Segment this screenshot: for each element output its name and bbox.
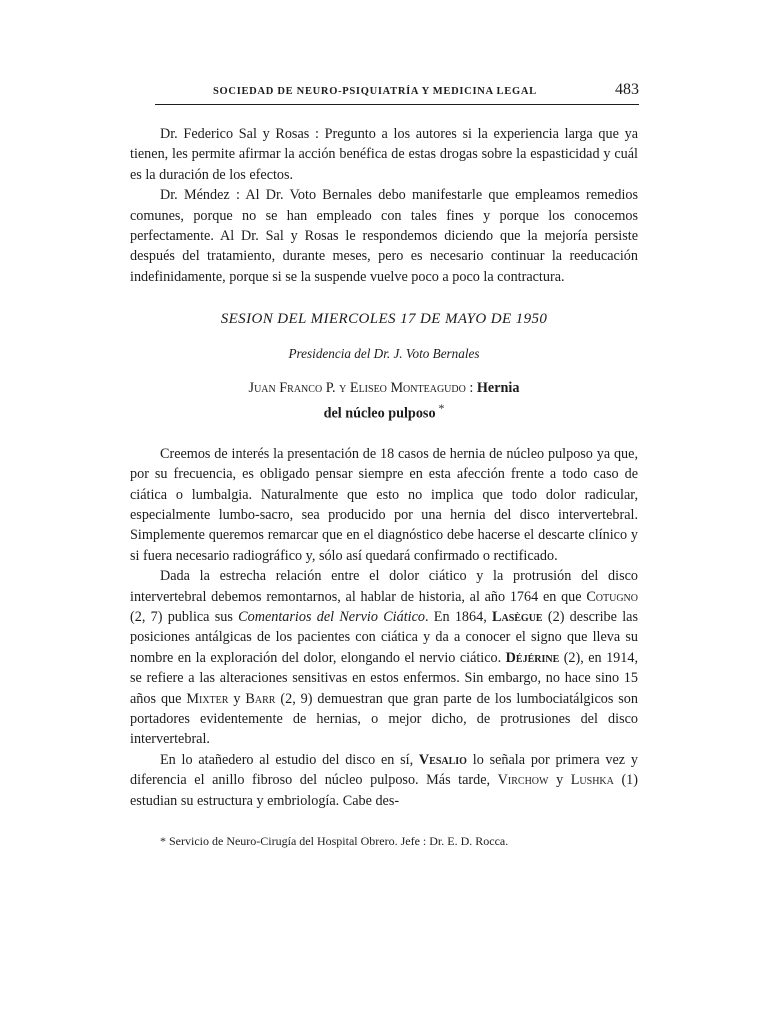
cited-author: Déjérine (505, 649, 560, 666)
cited-author: Cotugno (586, 588, 638, 605)
paragraph-text: Dada la estrecha relación entre el dolor ciático y la protrusión del disco intervertebral debemos remontarnos, al hablar de historia, al año 1764 en que (130, 568, 638, 605)
page-number: 483 (615, 81, 639, 98)
footnote-text: Servicio de Neuro-Cirugía del Hospital Obrero. Jefe : Dr. E. D. Rocca. (166, 834, 509, 848)
paragraph-text: En lo atañedero al estudio del disco en sí, (160, 751, 419, 768)
page-header (155, 80, 639, 104)
cited-author: Lasègue (492, 609, 543, 626)
article-paragraph (130, 566, 638, 750)
discussion-paragraph (130, 185, 638, 287)
paragraph-text: lo señala por primera vez y diferencia el anillo fibroso del núcleo pulposo. Más tarde, (130, 751, 638, 789)
paragraph-text: : Pregunto a los autores si la experiencia larga que ya tienen, les permite afirmar la acción benéfica de estas drogas sobre la espasticidad y cuál es la duración de los efectos. (130, 126, 638, 183)
footnote-marker: * (435, 401, 445, 416)
speaker-name: Dr. Federico Sal y Rosas (160, 126, 310, 142)
article-paragraph: Creemos de interés la presentación de 18 casos de hernia de núcleo pulposo ya que, por su frecuencia, es obligado pensar siempre en esta afección frente a todo caso de ciática o lumbalgia. Naturalmente que esto no implica que todo dolor radicular, especialmente lumbo-sacro, sea producido por una hernia del disco intervertebral. Simplemente queremos remarcar que en el diagnóstico debe hacerse el descarte clínico y si fuera necesario radiográfico y, sólo así quedará confirmado o rectificado. (130, 445, 638, 564)
running-head: SOCIEDAD DE NEURO-PSIQUIATRÍA Y MEDICINA LEGAL (213, 86, 537, 97)
speaker-name: Dr. Méndez (160, 187, 230, 204)
article-title-line1: Hernia (476, 380, 520, 397)
paragraph-text: (2), en 1914, se refiere a las alteraciones sensitivas en estos enfermos. Sin embargo, no hace sino 15 años que (130, 649, 639, 707)
paragraph-text: (2, 7) publica sus (130, 609, 239, 626)
heading-separator: : (465, 380, 477, 397)
cited-author: Lushka (570, 772, 614, 789)
cited-author: Vesalio (418, 751, 467, 768)
cited-work: Comentarios del Nervio Ciático (238, 609, 425, 626)
article-paragraph (130, 750, 638, 811)
cited-author: Virchow (497, 772, 549, 789)
page-body (130, 124, 638, 811)
paragraph-text: y (548, 772, 571, 789)
paragraph-text: y (228, 690, 246, 707)
paragraph-text: (2, 9) demuestran que gran parte de los lumbociatálgicos son portadores evidentemente de hernias, o mejor dicho, de protrusiones del disco intervertebral. (130, 690, 638, 748)
article-heading (130, 378, 638, 424)
session-presidency: Presidencia del Dr. J. Voto Bernales (288, 345, 480, 361)
session-title: SESION DEL MIERCOLES 17 DE MAYO DE 1950 (220, 311, 548, 328)
footnote-mark: * (160, 834, 166, 848)
paragraph-text: (1) estudian su estructura y embriología. Cabe des- (130, 772, 639, 809)
discussion-paragraph (130, 124, 638, 185)
article-authors: Juan Franco P. y Eliseo Monteagudo (248, 380, 466, 397)
footnote (160, 834, 640, 849)
paragraph-text: : Al Dr. Voto Bernales debo manifestarle que empleamos remedios comunes, porque no se han empleado con tales fines y porque los conocemos perfectamente. Al Dr. Sal y Rosas le respondemos diciendo que la mejoría persiste después del tratamiento, durante meses, pero es necesario continuar la reeducación indefinidamente, porque si se la suspende vuelve poco a poco la contractura. (130, 187, 638, 285)
cited-author: Mixter (186, 690, 229, 707)
paragraph-text: . En 1864, (424, 609, 493, 626)
paragraph-text: (2) describe las posiciones antálgicas de los pacientes con ciática y da a conocer el signo que lleva su nombre en la exploración del dolor, elongando el nervio ciático. (130, 609, 638, 666)
header-rule (155, 104, 639, 105)
cited-author: Barr (245, 690, 276, 707)
article-title-line2: del núcleo pulposo (323, 405, 436, 422)
